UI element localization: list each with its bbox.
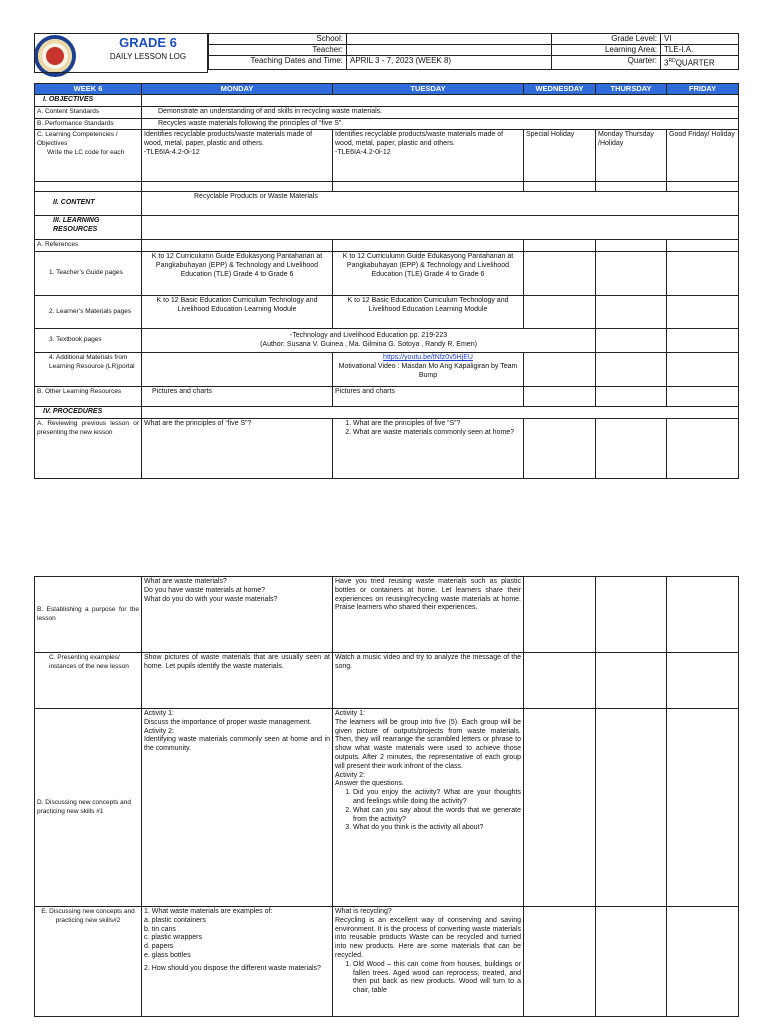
quarter-label: Quarter: (552, 56, 661, 70)
procedure-c-monday: Show pictures of waste materials that are usually seen at home. Let pupils identify the waste materials. (142, 653, 333, 709)
lm-tuesday: K to 12 Basic Education Curriculum Technology and Livelihood Education Learning Module (333, 296, 524, 329)
youtube-link[interactable]: https://youtu.be/tNfz0v5HjEU (383, 354, 473, 362)
procedure-b-tuesday: Have you tried reusing waste materials such as plastic bottles or containers at home. Let learners share their experiences on reusing/recycling waste materials at home. Praise learners who shared their experiences. (333, 577, 524, 653)
procedure-c-tuesday: Watch a music video and try to analyze the message of the song. (333, 653, 524, 709)
dates-label: Teaching Dates and Time: (209, 56, 347, 70)
procedure-e-monday: 1. What waste materials are examples of: a. plastic containers b. tin cans c. plastic wrappers d. papers e. glass bottles 2. How should you dispose the different waste materials? (142, 907, 333, 1017)
learning-area-value: TLE-I.A. (661, 45, 739, 56)
other-resources-monday: Pictures and charts (142, 387, 333, 407)
other-resources-tuesday: Pictures and charts (333, 387, 524, 407)
procedure-c-label: C. Presenting examples/ instances of the new lesson (35, 653, 142, 709)
logo-box (34, 33, 208, 73)
procedure-a-monday: What are the principles of “five S”? (142, 418, 333, 478)
additional-materials-tuesday: https://youtu.be/tNfz0v5HjEU Motivational Video : Masdan Mo Ang Kapaligiran by Team Bump (333, 353, 524, 387)
quarter-value: 3RDQUARTER (661, 56, 739, 70)
dates-value: APRIL 3 - 7, 2023 (WEEK 8) (347, 56, 552, 70)
procedure-b-label: B. Establishing a purpose for the lesson (35, 577, 142, 653)
lm-monday: K to 12 Basic Education Curriculum Technology and Livelihood Education Learning Module (142, 296, 333, 329)
teachers-guide-label: 1. Teacher’s Guide pages (35, 252, 142, 296)
grade-level-value: VI (661, 34, 739, 45)
learners-materials-label: 2. Learner’s Materials pages (35, 296, 142, 329)
learning-area-label: Learning Area: (552, 45, 661, 56)
daily-lesson-log-subtitle: DAILY LESSON LOG (109, 52, 187, 61)
teacher-label: Teacher: (209, 45, 347, 56)
lc-friday: Good Friday/ Holiday (667, 130, 739, 182)
additional-materials-label: 4. Additional Materials from Learning Resource (LR)portal (35, 353, 142, 387)
column-header-week: WEEK 6 (35, 84, 142, 95)
content-text: Recyclable Products or Waste Materials (142, 192, 739, 216)
procedure-a-label: A. Reviewing previous lesson or presenting the new lesson (35, 418, 142, 478)
procedures-heading: IV. PROCEDURES (35, 407, 142, 419)
school-value (347, 34, 552, 45)
column-header-wednesday: WEDNESDAY (524, 84, 596, 95)
lc-wednesday: Special Holiday (524, 130, 596, 182)
textbook-pages-label: 3. Textbook pages (35, 329, 142, 353)
school-label: School: (209, 34, 347, 45)
column-header-monday: MONDAY (142, 84, 333, 95)
lc-thursday: Monday Thursday /Holiday (596, 130, 667, 182)
procedure-e-label: E. Discussing new concepts and practicing new skills#2 (35, 907, 142, 1017)
column-header-tuesday: TUESDAY (333, 84, 524, 95)
procedure-d-tuesday: Activity 1: The learners will be group into five (5). Each group will be given picture of outputs/projects from waste materials. Then, they will rearrange the scrambled letters or phrase to show what waste materials were used to achieve those outputs. After 2 minutes, the representative of each group will present their work infront of the class. Activity 2: Answer the questions. 1. Did you enjoy the activity? What are your thoughts and feelings while doing the activity? 2. What can you say about the words that we generate from the activity? 3. What do you think is the activity all about? (333, 709, 524, 907)
procedure-a-tuesday: 1. What are the principles of five “S”? 2. What are waste materials commonly seen at home? (333, 418, 524, 478)
textbook-pages-text: -Technology and Livelihood Education pp. 219-223 (Author: Susana V. Guinea , Ma. Gilmina G. Sotoya , Randy R. Emen) (142, 329, 596, 353)
performance-standards-text: Recycles waste materials following the principles of “five S”. (142, 118, 739, 130)
content-heading: II. CONTENT (35, 192, 142, 216)
tg-monday: K to 12 Curriculumn Guide Edukasyong Pantahanan at Pangkabuhayan (EPP) & Technology and Livelihood Education (TLE) Grade 4 to Grade 6 (142, 252, 333, 296)
lc-monday: Identifies recyclable products/waste materials made of wood, metal, paper, plastic and others. -TLE6IA-4.2-0i-12 (142, 130, 333, 182)
lesson-table-page-1 (34, 83, 739, 479)
procedure-b-monday: What are waste materials? Do you have waste materials at home? What do you do with your waste materials? (142, 577, 333, 653)
learning-resources-heading: III. LEARNING RESOURCES (35, 216, 142, 240)
content-standards-text: Demonstrate an understanding of and skills in recycling waste materials. (142, 106, 739, 118)
other-resources-label: B. Other Learning Resources (35, 387, 142, 407)
grade-title: GRADE 6 (119, 35, 177, 50)
objectives-heading: I. OBJECTIVES (35, 95, 142, 107)
lc-tuesday: Identifies recyclable products/waste materials made of wood, metal, paper, plastic and others. -TLE6IA-4.2-0i-12 (333, 130, 524, 182)
procedure-d-label: D. Discussing new concepts and practicing new skills #1 (35, 709, 142, 907)
grade-level-label: Grade Level: (552, 34, 661, 45)
header-info-table (208, 33, 739, 70)
tg-tuesday: K to 12 Curriculumn Guide Edukasyong Pantahanan at Pangkabuhayan (EPP) & Technology and Livelihood Education (TLE) Grade 4 to Grade 6 (333, 252, 524, 296)
procedure-d-monday: Activity 1: Discuss the importance of proper waste management. Activity 2: Identifying waste materials commonly seen at home and in the community. (142, 709, 333, 907)
performance-standards-label: B. Performance Standards (35, 118, 142, 130)
procedure-e-tuesday: What is recycling? Recycling is an excellent way of conserving and saving environment. It is the process of converting waste materials into reusable products Waste can be recycled and turned into new products. Here are some materials that can be recycled. 1. Old Wood – this can come from houses, buildings or fallen trees. Aged wood can reprocess, treated, and then put back as new products. Wood will turn to a chair, table (333, 907, 524, 1017)
column-header-thursday: THURSDAY (596, 84, 667, 95)
lesson-table-page-2 (34, 576, 739, 1017)
teacher-value (347, 45, 552, 56)
references-label: A. References (35, 240, 142, 252)
learning-competencies-label: C. Learning Competencies / Objectives Write the LC code for each (35, 130, 142, 182)
column-header-friday: FRIDAY (667, 84, 739, 95)
content-standards-label: A. Content Standards (35, 106, 142, 118)
